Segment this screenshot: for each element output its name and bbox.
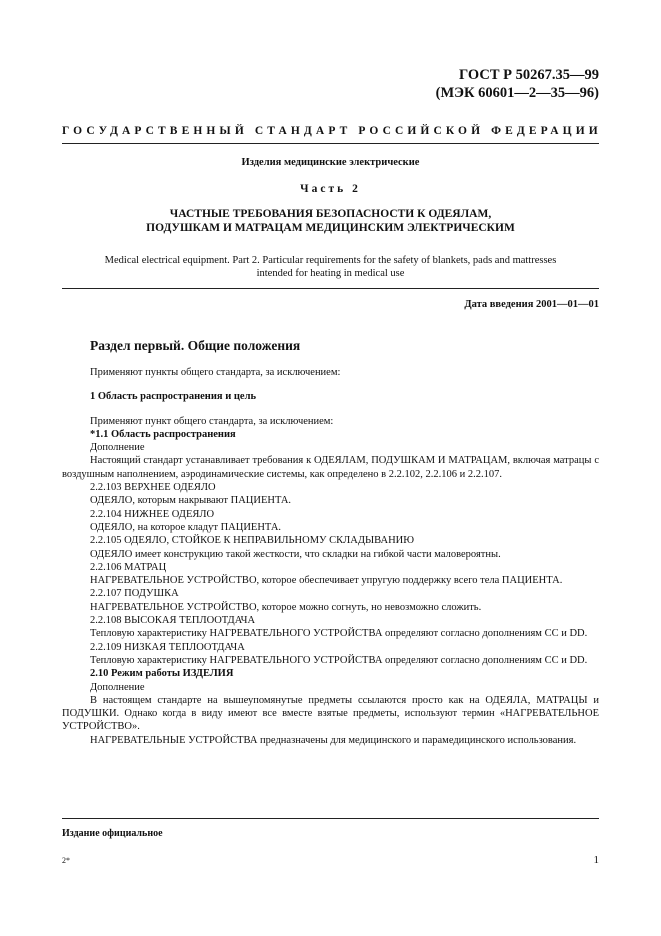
english-title: [62, 254, 599, 280]
document-subject: Изделия медицинские электрические: [241, 157, 420, 168]
title-rule: [62, 288, 599, 289]
clause-2-10-text-1: В настоящем стандарте на вышеупомянутые предметы ссылаются просто как на ОДЕЯЛА, МАТРАЦЫ и ПОДУШКИ. Однако когда в виду имеют все вместе взятые предметы, используют термин «НАГРЕВАТЕЛЬНОЕ УСТРОЙСТВО».: [62, 694, 599, 733]
definition-2-2-108-text: Тепловую характеристику НАГРЕВАТЕЛЬНОГО УСТРОЙСТВА определяют согласно дополнениям СС и DD.: [90, 628, 588, 640]
section-heading: Раздел первый. Общие положения: [90, 338, 301, 353]
edition-label: Издание официальное: [62, 828, 163, 839]
footer-rule: [62, 818, 599, 819]
page-number: 1: [593, 854, 599, 866]
definition-2-2-105-term: 2.2.105 ОДЕЯЛО, СТОЙКОЕ К НЕПРАВИЛЬНОМУ СКЛАДЫВАНИЮ: [90, 535, 415, 547]
addition-label: Дополнение: [90, 442, 145, 454]
definition-2-2-104-text: ОДЕЯЛО, на которое кладут ПАЦИЕНТА.: [90, 521, 282, 533]
document-title: [62, 207, 599, 235]
definition-2-2-107-text: НАГРЕВАТЕЛЬНОЕ УСТРОЙСТВО, которое можно согнуть, но невозможно сложить.: [90, 601, 482, 613]
clause-1-heading: 1 Область распространения и цель: [90, 391, 257, 403]
definition-2-2-107-term: 2.2.107 ПОДУШКА: [90, 588, 179, 600]
part-label: Часть 2: [300, 183, 361, 195]
effective-date: Дата введения 2001—01—01: [464, 299, 599, 310]
definition-2-2-104-term: 2.2.104 НИЖНЕЕ ОДЕЯЛО: [90, 508, 215, 520]
english-title-line-1: Medical electrical equipment. Part 2. Particular requirements for the safety of blankets, pads and mattresses: [104, 255, 557, 266]
title-line-1: ЧАСТНЫЕ ТРЕБОВАНИЯ БЕЗОПАСНОСТИ К ОДЕЯЛАМ,: [169, 208, 492, 220]
definition-2-2-108-term: 2.2.108 ВЫСОКАЯ ТЕПЛООТДАЧА: [90, 615, 256, 627]
definition-2-2-109-text: Тепловую характеристику НАГРЕВАТЕЛЬНОГО УСТРОЙСТВА определяют согласно дополнениям СС и DD.: [90, 654, 588, 666]
definition-2-2-106-term: 2.2.106 МАТРАЦ: [90, 561, 167, 573]
clause-2-10-heading: 2.10 Режим работы ИЗДЕЛИЯ: [90, 668, 234, 680]
clause-2-10-text-2: НАГРЕВАТЕЛЬНЫЕ УСТРОЙСТВА предназначены для медицинского и парамедицинского использования.: [90, 734, 577, 746]
iec-code: (МЭК 60601—2—35—96): [435, 85, 599, 101]
document-body: [62, 366, 599, 747]
definition-2-2-105-text: ОДЕЯЛО имеет конструкцию такой жесткости, что складки на гибкой части маловероятны.: [90, 548, 501, 560]
signature-mark: 2*: [62, 856, 70, 865]
state-standard-title: ГОСУДАРСТВЕННЫЙ СТАНДАРТ РОССИЙСКОЙ ФЕДЕРАЦИИ: [62, 125, 602, 137]
definition-2-2-103-term: 2.2.103 ВЕРХНЕЕ ОДЕЯЛО: [90, 482, 216, 494]
definition-2-2-106-text: НАГРЕВАТЕЛЬНОЕ УСТРОЙСТВО, которое обеспечивает упругую поддержку всего тела ПАЦИЕНТА.: [90, 575, 563, 587]
gost-code: ГОСТ Р 50267.35—99: [459, 67, 599, 83]
header-rule: [62, 143, 599, 144]
clause-1-intro: Применяют пункт общего стандарта, за исключением:: [90, 415, 334, 427]
title-line-2: ПОДУШКАМ И МАТРАЦАМ МЕДИЦИНСКИМ ЭЛЕКТРИЧЕСКИМ: [146, 222, 515, 234]
scope-text: Настоящий стандарт устанавливает требования к ОДЕЯЛАМ, ПОДУШКАМ И МАТРАЦАМ, включая матрацы с воздушным наполнением, аэродинамические системы, как определено в 2.2.102, 2.2.106 и 2.2.107.: [62, 455, 599, 480]
section-intro: Применяют пункты общего стандарта, за исключением:: [90, 367, 341, 378]
clause-1-1-heading: *1.1 Область распространения: [90, 428, 236, 440]
standard-code-block: [436, 66, 599, 102]
clause-2-10-addition: Дополнение: [90, 681, 145, 693]
definition-2-2-103-text: ОДЕЯЛО, которым накрывают ПАЦИЕНТА.: [90, 495, 292, 507]
definition-2-2-109-term: 2.2.109 НИЗКАЯ ТЕПЛООТДАЧА: [90, 641, 245, 653]
english-title-line-2: intended for heating in medical use: [256, 268, 405, 279]
